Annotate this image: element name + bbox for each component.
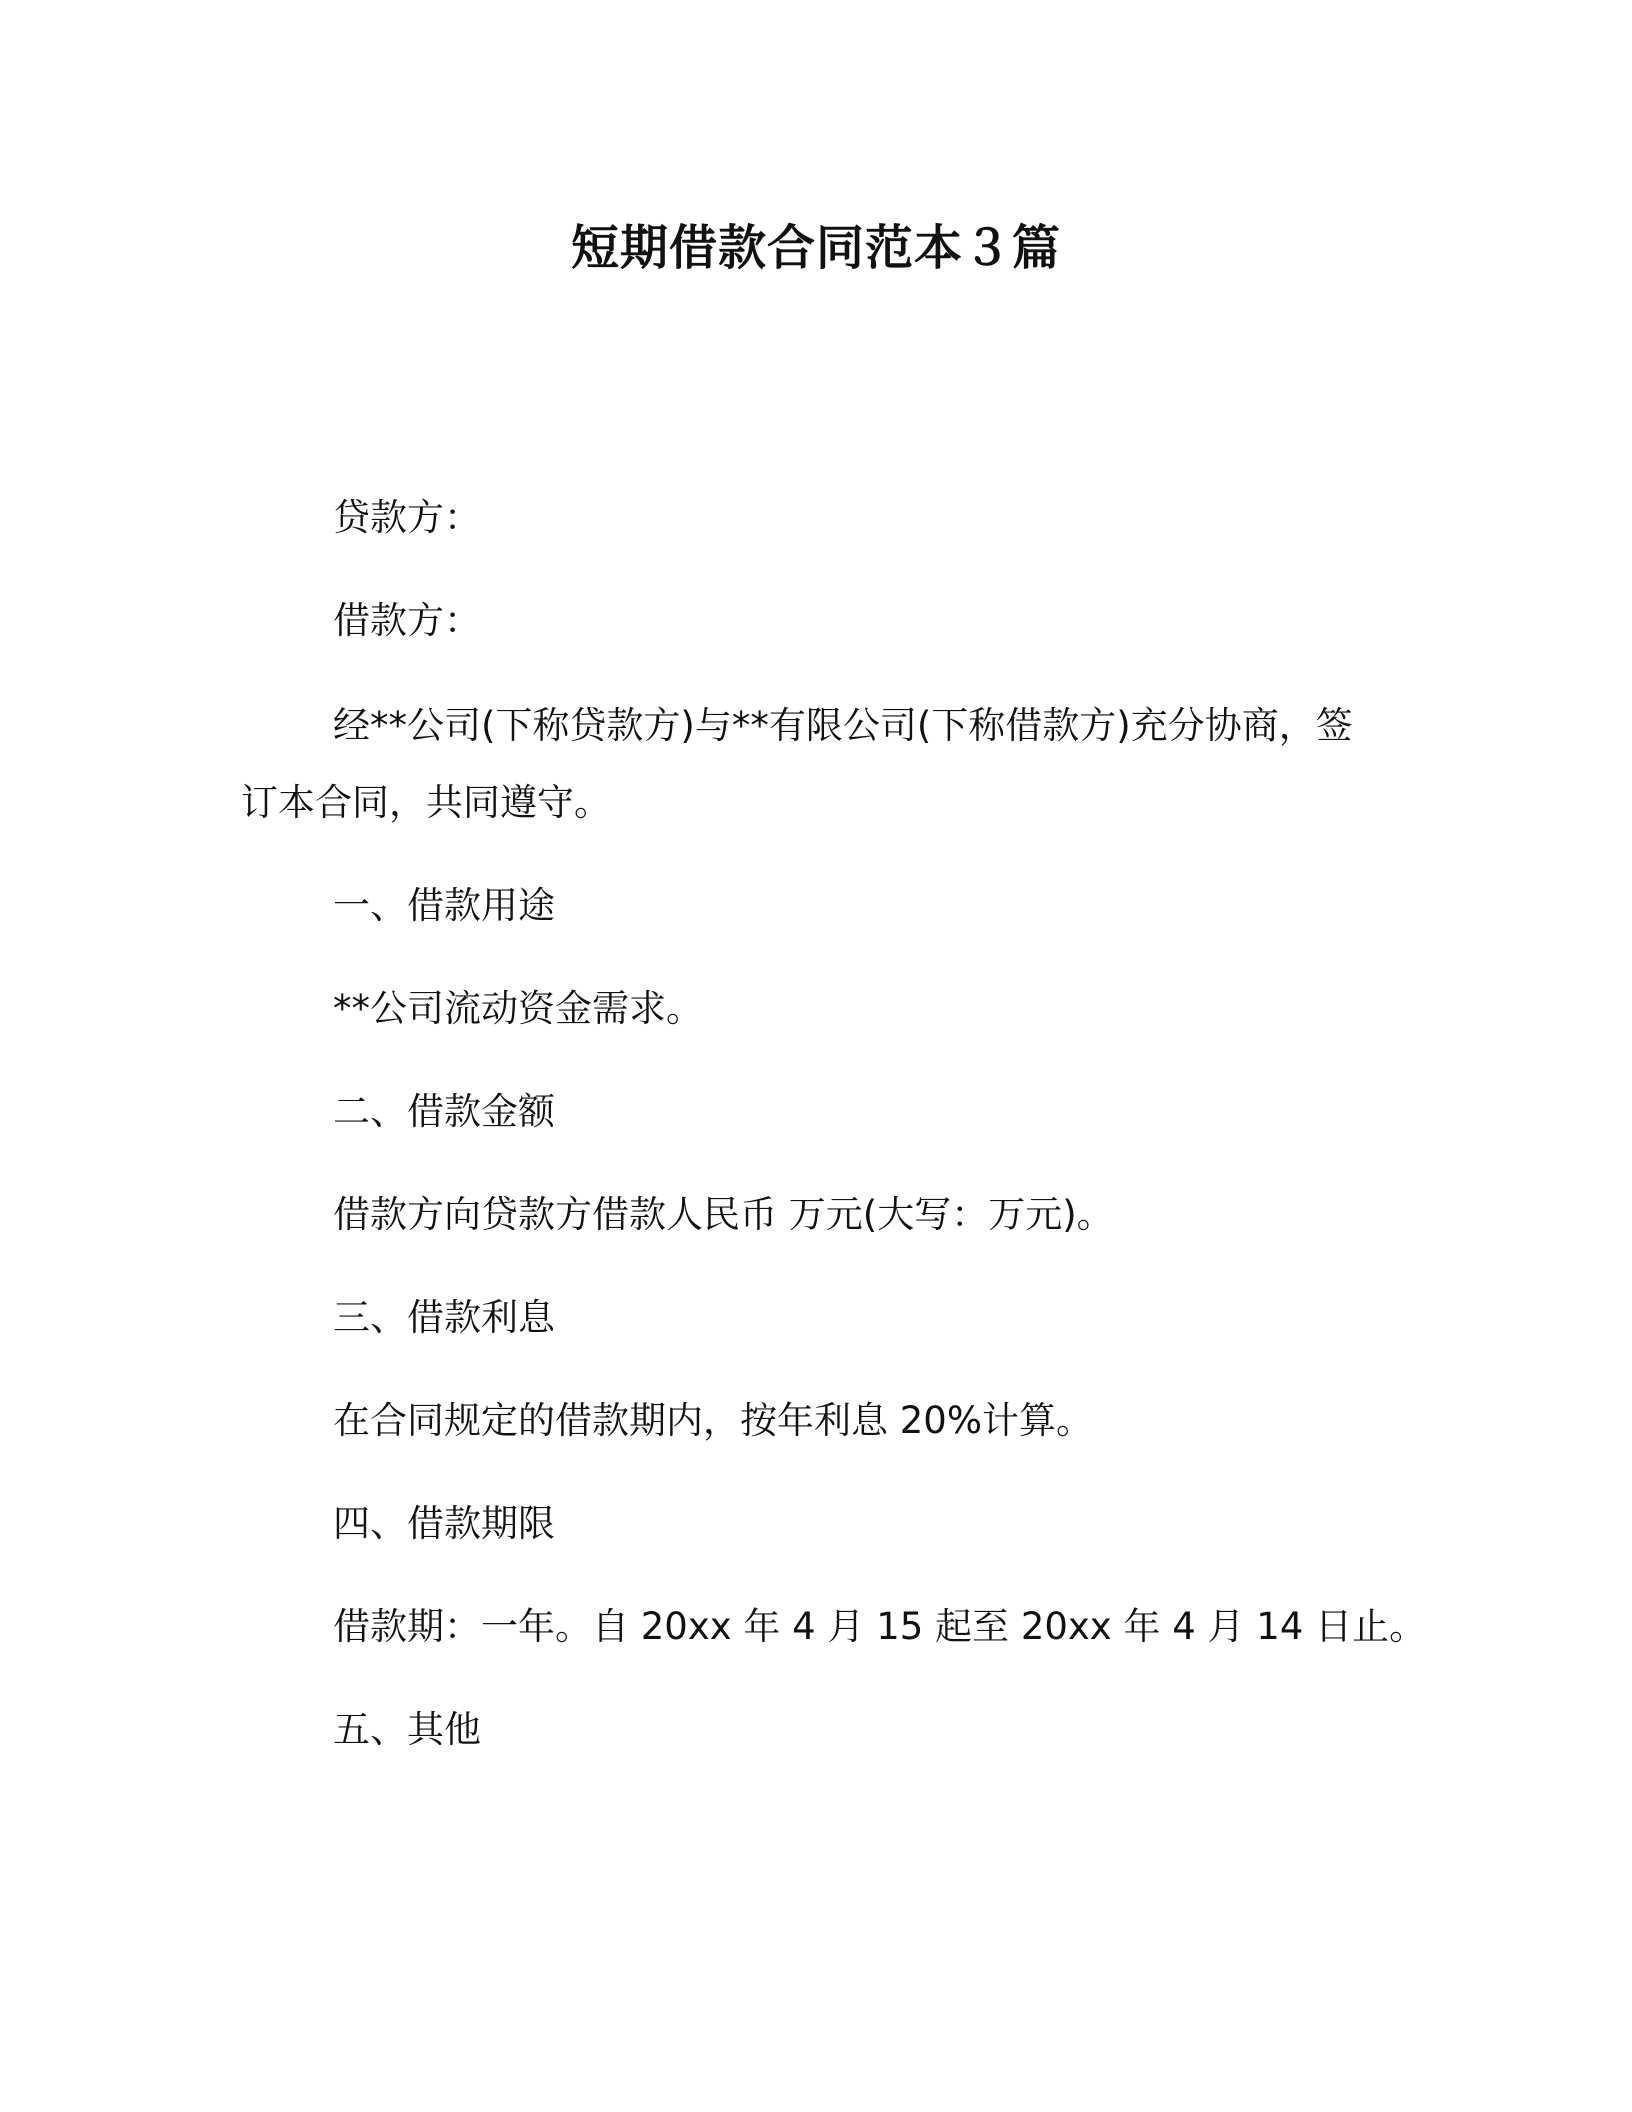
- purpose-text: **公司流动资金需求。: [333, 987, 703, 1030]
- term-text: 借款期：一年。自 20xx 年 4 月 15 起至 20xx 年 4 月 14 日止。: [333, 1605, 1427, 1648]
- borrower-label: 借款方：: [333, 599, 481, 642]
- interest-text: 在合同规定的借款期内，按年利息 20%计算。: [333, 1399, 1093, 1442]
- section-heading-amount: 二、借款金额: [333, 1090, 555, 1133]
- section-heading-term: 四、借款期限: [333, 1502, 555, 1545]
- document-title: 短期借款合同范本３篇: [570, 220, 1061, 276]
- section-heading-other: 五、其他: [333, 1708, 481, 1751]
- lender-label: 贷款方：: [333, 496, 481, 539]
- agreement-paragraph-line-1: 经**公司(下称贷款方)与**有限公司(下称借款方)充分协商，签: [333, 704, 1353, 747]
- agreement-paragraph-line-2: 订本合同，共同遵守。: [241, 781, 611, 824]
- section-heading-interest: 三、借款利息: [333, 1296, 555, 1339]
- amount-text: 借款方向贷款方借款人民币 万元(大写：万元)。: [333, 1193, 1114, 1236]
- section-heading-purpose: 一、借款用途: [333, 884, 555, 927]
